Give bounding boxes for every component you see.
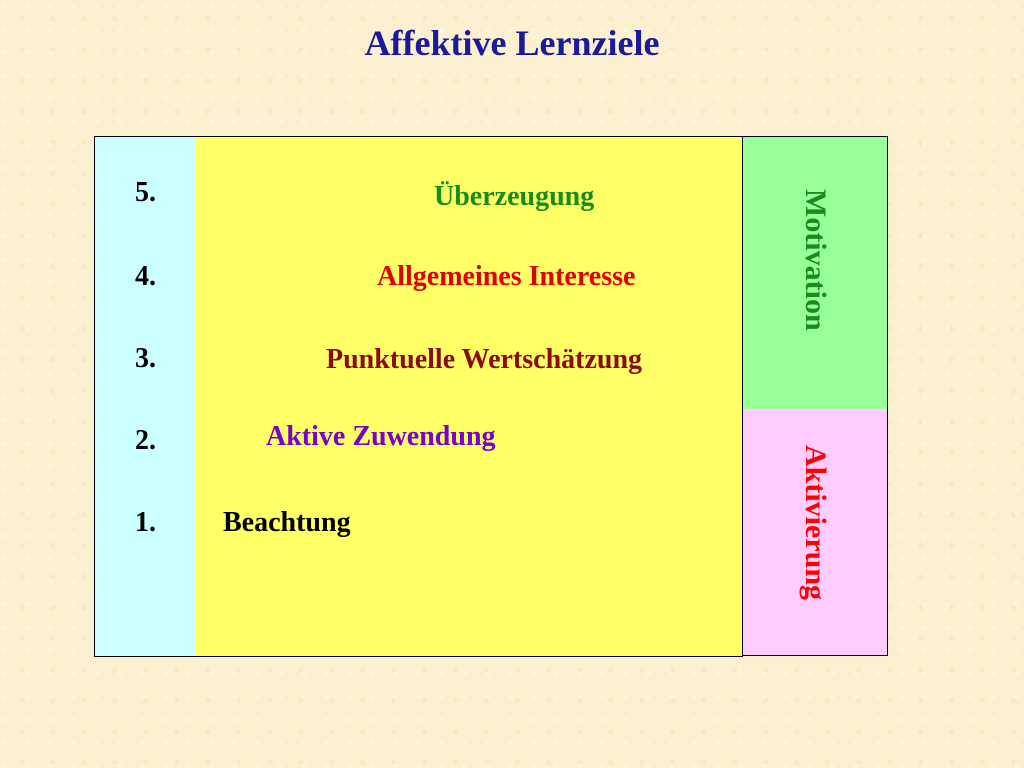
level-3-label: Punktuelle Wertschätzung [326, 344, 643, 375]
level-number-column [94, 136, 197, 657]
level-number-2: 2. [135, 425, 156, 456]
level-number-1: 1. [135, 507, 156, 538]
level-number-3: 3. [135, 343, 156, 374]
level-2-label: Aktive Zuwendung [266, 421, 496, 452]
level-number-5: 5. [135, 177, 156, 208]
aktivierung-box [742, 409, 888, 656]
level-4-label: Allgemeines Interesse [377, 261, 636, 292]
page-title: Affektive Lernziele [364, 23, 660, 63]
motivation-box [742, 136, 888, 410]
level-number-4: 4. [135, 261, 156, 292]
levels-panel [196, 136, 743, 657]
level-5-label: Überzeugung [434, 181, 595, 212]
aktivierung-label: Aktivierung [799, 445, 832, 601]
level-1-label: Beachtung [223, 507, 351, 538]
motivation-label: Motivation [799, 189, 832, 331]
